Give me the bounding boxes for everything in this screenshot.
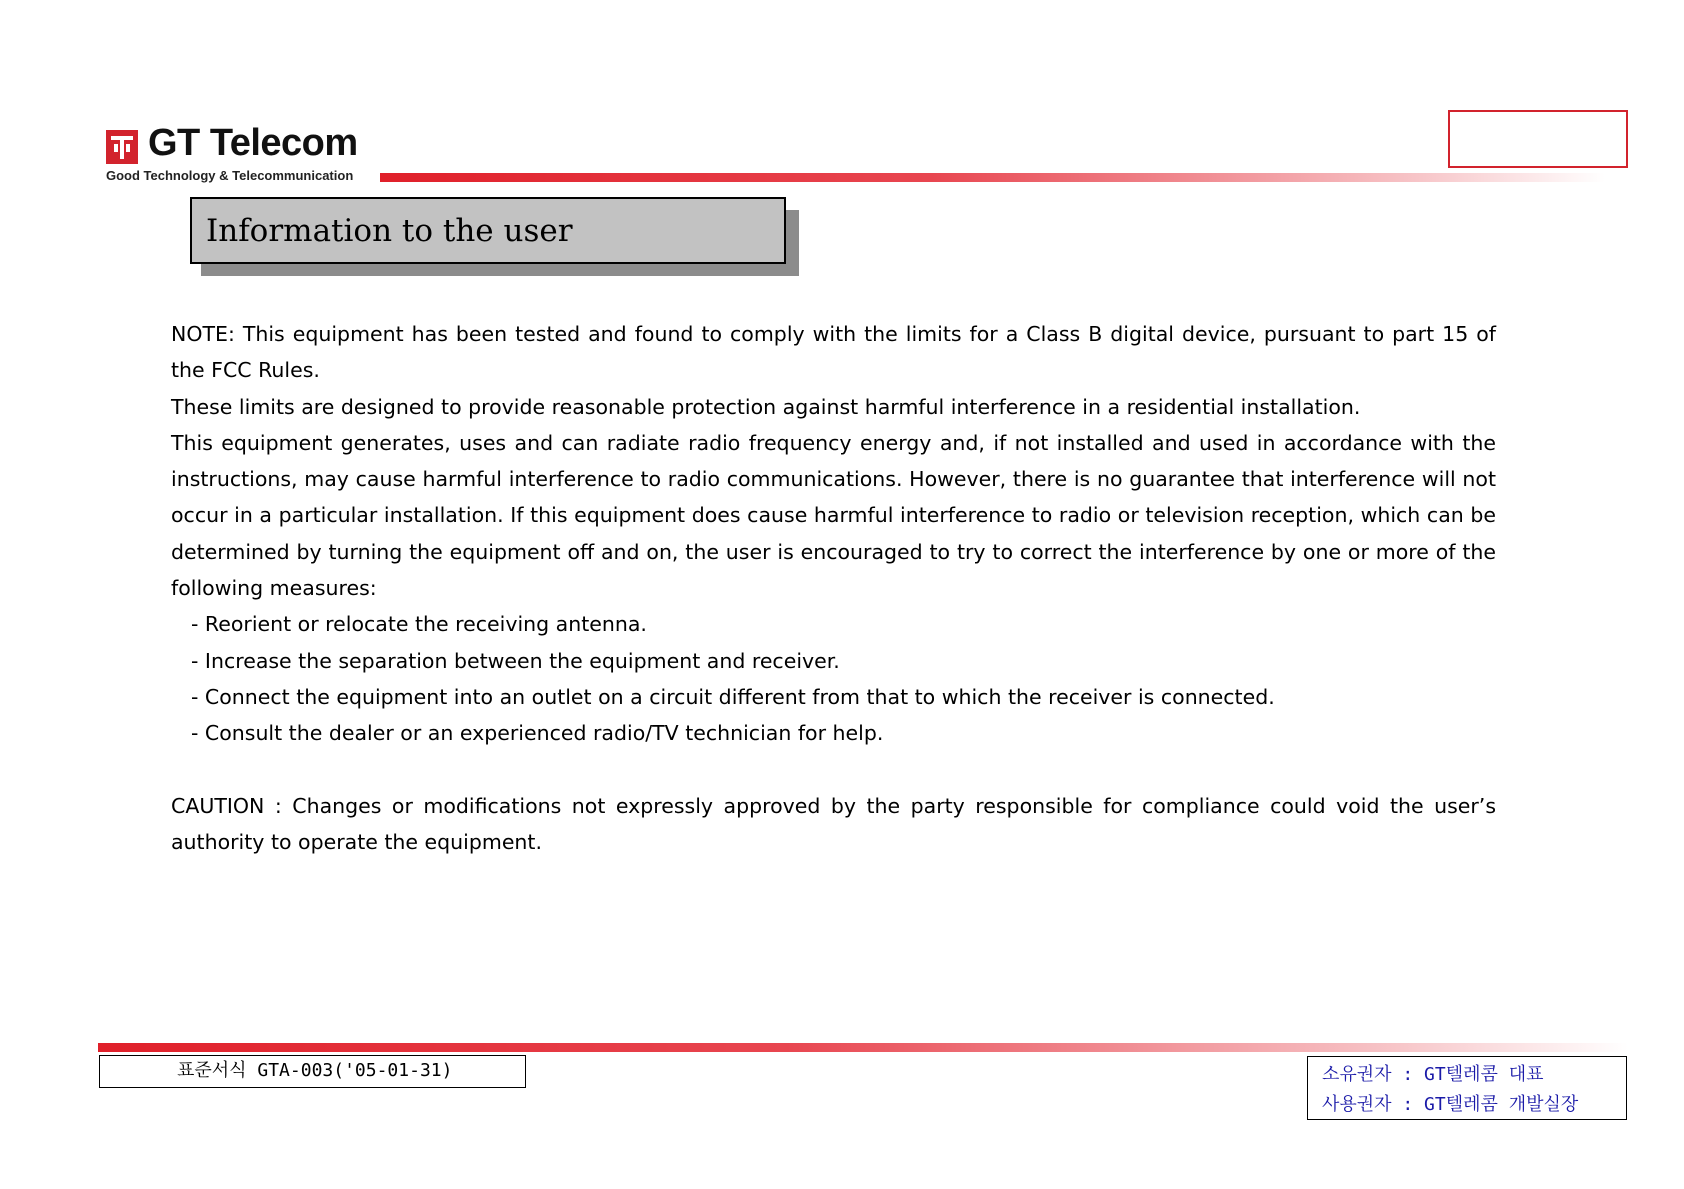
equipment-paragraph: This equipment generates, uses and can radiate radio frequency energy and, if not installed and used in accordance with the instructions, may cause harmful interference to radio communications. However, there is no guarantee that interference will not occur in a particular installation. If this equipment does cause harmful interference to radio or television reception, which can be determined by turning the equipment off and on, the user is encouraged to try to correct the interference by one or more of the following measures: [171,430,1496,601]
company-logo [106,122,386,184]
page-title: Information to the user [206,213,573,249]
note-paragraph: NOTE: This equipment has been tested and found to comply with the limits for a Class B digital device, pursuant to part 15 of the FCC Rules. [171,322,1496,383]
measure-item: - Connect the equipment into an outlet on a circuit different from that to which the receiver is connected. [191,684,1275,709]
logo-text: GT Telecom [148,122,358,164]
header-divider [380,173,1605,182]
caution-paragraph: CAUTION : Changes or modifications not expressly approved by the party responsible for compliance could void the user’s authority to operate the equipment. [171,793,1496,855]
usage-line: 사용권자 : GT텔레콤 개발실장 [1322,1094,1579,1115]
measure-item: - Reorient or relocate the receiving antenna. [191,612,647,637]
ownership-line: 소유권자 : GT텔레콤 대표 [1322,1064,1544,1085]
document-body [171,316,1496,860]
logo-tagline: Good Technology & Telecommunication [106,168,354,183]
form-id: 표준서식 GTA-003('05-01-31) [177,1060,453,1081]
measure-item: - Consult the dealer or an experienced radio/TV technician for help. [191,721,884,746]
gt-telecom-logo-icon [106,130,138,164]
form-id-box [99,1055,526,1088]
header-empty-box [1448,110,1628,168]
rights-box [1307,1056,1627,1120]
title-box [190,197,786,264]
footer-divider [98,1043,1628,1052]
measure-item: - Increase the separation between the equipment and receiver. [191,648,840,673]
paragraph-gap [171,752,1496,788]
limits-paragraph: These limits are designed to provide reasonable protection against harmful interference in a residential installation. [171,394,1361,419]
